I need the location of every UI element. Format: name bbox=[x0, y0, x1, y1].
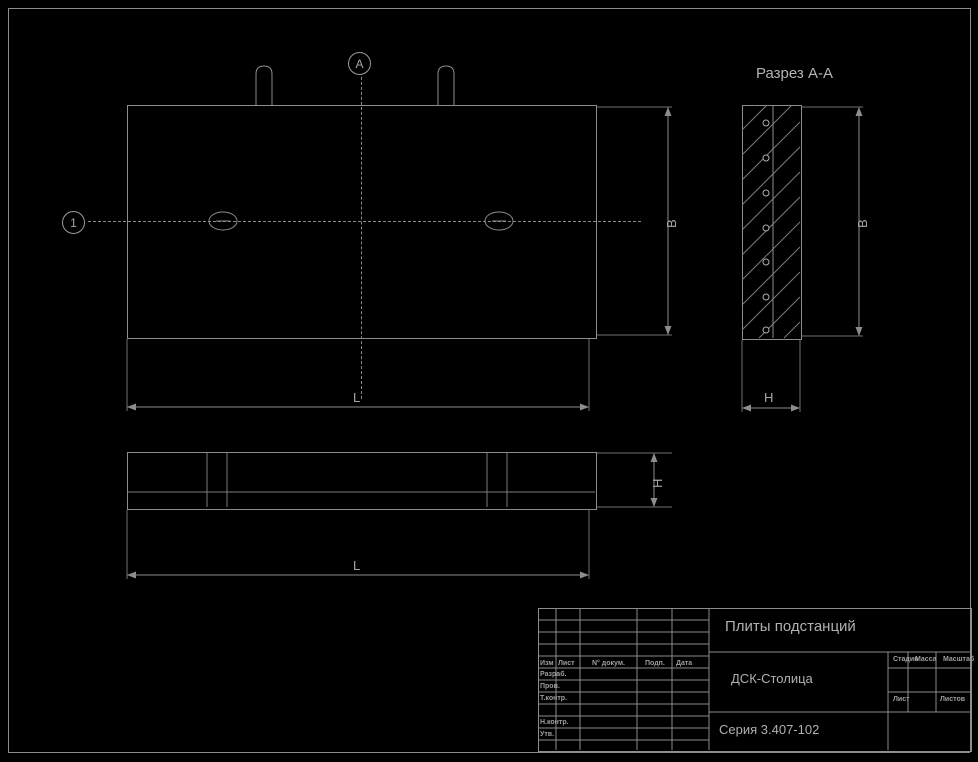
tb-header-izm: Изм bbox=[540, 660, 554, 667]
tb-col-list: Лист bbox=[893, 696, 910, 703]
section-view-h-label: H bbox=[764, 390, 774, 405]
front-view-l-label: L bbox=[353, 558, 361, 573]
tb-header-list: Лист bbox=[558, 660, 575, 667]
plan-view-b-label: B bbox=[664, 219, 679, 228]
tb-role-razrab: Разраб. bbox=[540, 671, 567, 678]
section-view-b-label: B bbox=[855, 219, 870, 228]
tb-role-nkontr: Н.контр. bbox=[540, 719, 569, 726]
tb-col-stadia: Стадия bbox=[893, 656, 919, 663]
section-title: Разрез А-А bbox=[756, 65, 833, 82]
tb-header-docnum: N° докум. bbox=[592, 660, 625, 667]
tb-role-prov: Пров. bbox=[540, 683, 560, 690]
tb-header-data: Дата bbox=[676, 660, 693, 667]
series-code: Серия 3.407-102 bbox=[719, 722, 820, 737]
tb-role-utv: Утв. bbox=[540, 731, 555, 738]
tb-col-massa: Масса bbox=[915, 656, 937, 663]
front-view-h-label: H bbox=[650, 478, 665, 488]
tb-col-masshtab: Масштаб bbox=[943, 656, 975, 663]
axis-1-label: 1 bbox=[70, 215, 77, 230]
plan-view-l-label: L bbox=[353, 390, 361, 405]
tb-col-listov: Листов bbox=[940, 696, 966, 703]
axis-a-label: А bbox=[355, 56, 364, 71]
tb-header-podp: Подп. bbox=[645, 660, 665, 667]
organization-name: ДСК-Столица bbox=[731, 671, 813, 686]
tb-role-tkontr: Т.контр. bbox=[540, 695, 567, 702]
sheet-title: Плиты подстанций bbox=[725, 618, 856, 635]
